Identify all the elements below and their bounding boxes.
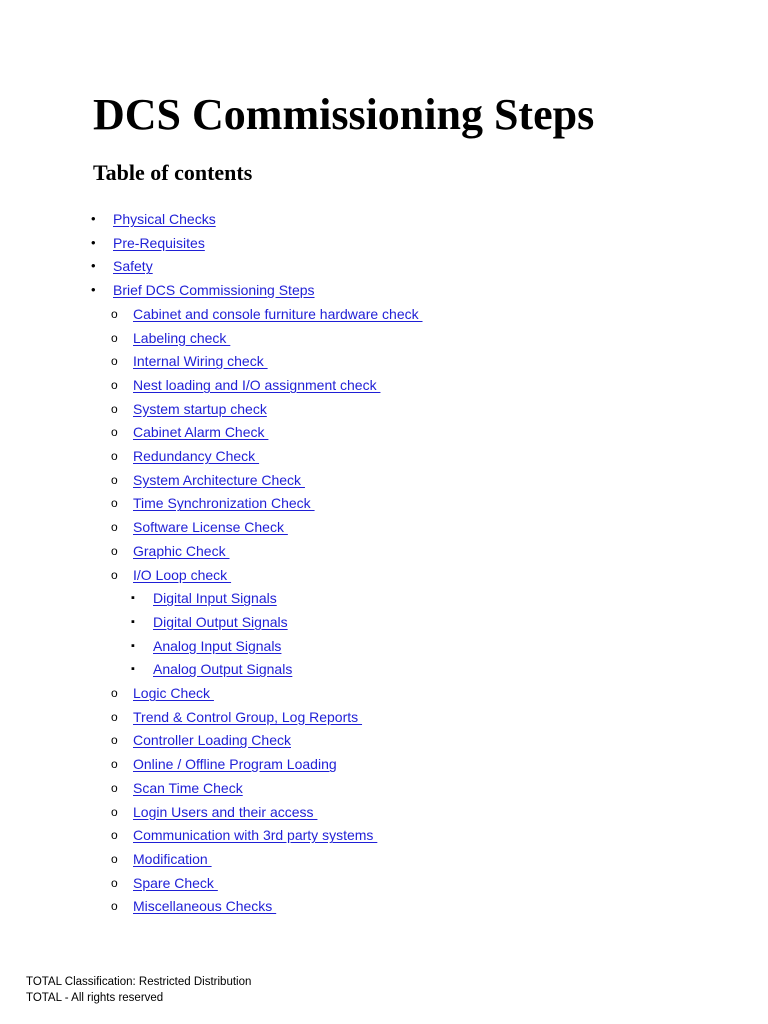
square-bullet-icon: ▪ <box>131 639 135 652</box>
toc-link[interactable]: Safety <box>113 258 153 275</box>
toc-item <box>111 895 277 917</box>
toc-item <box>111 777 243 799</box>
toc-link[interactable]: System startup check <box>133 400 267 417</box>
toc-item <box>111 421 269 443</box>
toc-item <box>111 303 423 325</box>
toc-item <box>111 848 212 870</box>
toc-heading: Table of contents <box>93 160 253 185</box>
toc-item <box>131 611 288 633</box>
toc-item <box>91 279 315 301</box>
toc-item <box>131 587 277 609</box>
page-title: DCS Commissioning Steps <box>93 90 595 139</box>
toc-link[interactable]: Login Users and their access <box>133 803 318 820</box>
circle-bullet-icon: o <box>111 354 118 369</box>
circle-bullet-icon: o <box>111 780 118 795</box>
toc-link[interactable]: Time Synchronization Check <box>133 495 315 512</box>
toc-item <box>111 516 288 538</box>
circle-bullet-icon: o <box>111 757 118 772</box>
toc-item <box>111 327 231 349</box>
toc-link[interactable]: Internal Wiring check <box>133 353 268 370</box>
bullet-icon: • <box>91 211 96 226</box>
circle-bullet-icon: o <box>111 449 118 463</box>
circle-bullet-icon: o <box>111 306 118 321</box>
toc-item <box>111 374 381 396</box>
toc-item <box>111 706 363 728</box>
toc-item <box>111 801 318 823</box>
toc-link[interactable]: Brief DCS Commissioning Steps <box>113 282 315 299</box>
toc-item <box>111 350 268 372</box>
toc-item <box>111 872 218 894</box>
toc-link[interactable]: Analog Input Signals <box>153 637 282 654</box>
toc-item <box>111 753 337 775</box>
toc-link[interactable]: Controller Loading Check <box>133 732 291 749</box>
toc-item <box>131 635 282 657</box>
circle-bullet-icon: o <box>111 828 118 843</box>
toc-item <box>111 469 305 491</box>
toc-item <box>111 824 378 846</box>
bullet-icon: • <box>91 282 96 298</box>
circle-bullet-icon: o <box>111 804 118 819</box>
toc-link[interactable]: Software License Check <box>133 519 288 536</box>
toc-link[interactable]: Redundancy Check <box>133 448 260 464</box>
toc-link[interactable]: Miscellaneous Checks <box>133 898 277 915</box>
bullet-icon: • <box>91 234 96 250</box>
circle-bullet-icon: o <box>111 377 118 392</box>
circle-bullet-icon: o <box>111 520 118 535</box>
toc-link[interactable]: Labeling check <box>133 329 231 346</box>
square-bullet-icon: ▪ <box>131 663 135 676</box>
toc-item <box>131 658 293 680</box>
circle-bullet-icon: o <box>111 875 118 890</box>
toc-link[interactable]: Digital Input Signals <box>153 590 277 607</box>
circle-bullet-icon: o <box>111 733 118 748</box>
circle-bullet-icon: o <box>111 401 118 416</box>
toc-link[interactable]: Online / Offline Program Loading <box>133 756 337 773</box>
toc-link[interactable]: Logic Check <box>133 685 214 701</box>
circle-bullet-icon: o <box>111 686 118 700</box>
toc-link[interactable]: Trend & Control Group, Log Reports <box>133 708 363 725</box>
toc-link[interactable]: Communication with 3rd party systems <box>133 827 378 844</box>
toc-item <box>91 255 153 277</box>
toc-link[interactable]: Pre-Requisites <box>113 234 205 251</box>
toc-link[interactable]: Physical Checks <box>113 211 216 227</box>
square-bullet-icon: ▪ <box>131 615 135 628</box>
toc-item <box>111 729 291 751</box>
toc-item <box>111 564 232 586</box>
toc-link[interactable]: System Architecture Check <box>133 471 305 488</box>
circle-bullet-icon: o <box>111 899 118 914</box>
circle-bullet-icon: o <box>111 425 118 440</box>
toc-item <box>111 445 260 467</box>
toc-item <box>111 540 230 562</box>
toc-link[interactable]: Scan Time Check <box>133 779 243 796</box>
classification-footer: TOTAL Classification: Restricted Distribution <box>26 976 252 988</box>
toc-link[interactable]: Cabinet Alarm Check <box>133 424 269 441</box>
circle-bullet-icon: o <box>111 567 118 582</box>
toc-link[interactable]: I/O Loop check <box>133 566 232 583</box>
circle-bullet-icon: o <box>111 330 118 345</box>
toc-link[interactable]: Analog Output Signals <box>153 661 293 678</box>
toc-item <box>91 208 216 230</box>
toc-item <box>91 232 205 254</box>
circle-bullet-icon: o <box>111 851 118 866</box>
circle-bullet-icon: o <box>111 496 118 511</box>
circle-bullet-icon: o <box>111 709 118 724</box>
bullet-icon: • <box>91 258 96 274</box>
circle-bullet-icon: o <box>111 543 118 558</box>
toc-link[interactable]: Modification <box>133 850 212 867</box>
rights-footer: TOTAL - All rights reserved <box>26 992 164 1004</box>
toc-link[interactable]: Graphic Check <box>133 542 230 559</box>
toc-link[interactable]: Spare Check <box>133 874 218 891</box>
toc-link[interactable]: Nest loading and I/O assignment check <box>133 376 381 393</box>
circle-bullet-icon: o <box>111 472 118 487</box>
toc-item <box>111 398 267 420</box>
square-bullet-icon: ▪ <box>131 592 135 605</box>
toc-item <box>111 492 315 514</box>
toc-item <box>111 682 214 704</box>
toc-link[interactable]: Cabinet and console furniture hardware check <box>133 305 423 322</box>
toc-link[interactable]: Digital Output Signals <box>153 613 288 630</box>
